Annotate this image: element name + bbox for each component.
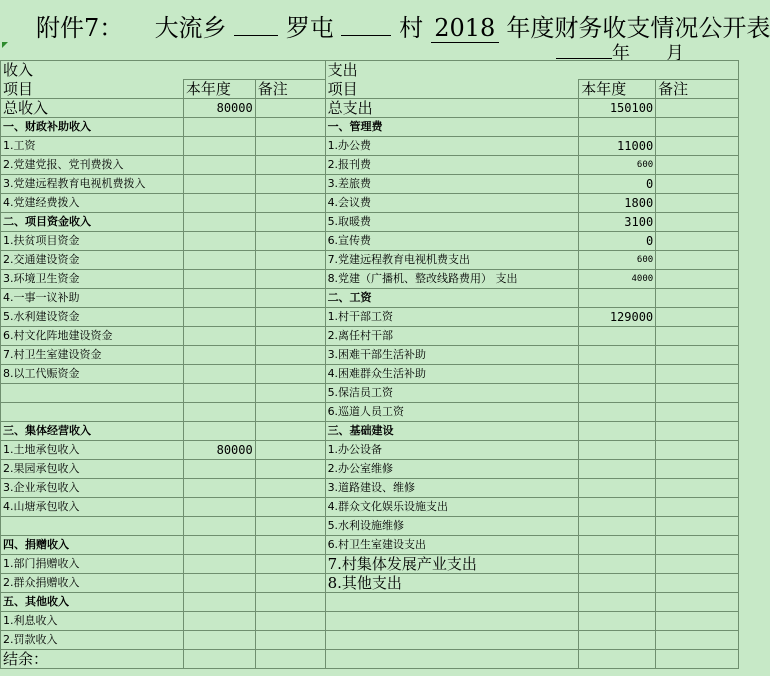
table-row [1,593,739,612]
table-row [1,327,739,346]
expense-item-cell[interactable]: 2.报刊费 [325,156,579,175]
income-item-cell[interactable]: 2.罚款收入 [1,631,184,650]
expense-item-cell[interactable]: 8.党建（广播机、整改线路费用） 支出 [325,270,579,289]
table-row [1,384,739,403]
expense-amount-cell[interactable]: 0 [579,232,656,251]
expense-amount-cell[interactable] [579,574,656,593]
finance-table [0,60,739,669]
expense-remark-cell[interactable] [656,365,739,384]
expense-item-cell[interactable]: 8.其他支出 [325,574,579,593]
expense-remark-cell[interactable] [656,517,739,536]
income-amount-cell[interactable] [183,365,255,384]
expense-amount-cell[interactable] [579,346,656,365]
income-item-cell[interactable]: 1.部门捐赠收入 [1,555,184,574]
expense-item-cell[interactable]: 1.办公设备 [325,441,579,460]
expense-item-cell[interactable] [325,612,579,631]
title-prefix: 附件7： [36,14,124,42]
income-amount-cell[interactable] [183,118,255,137]
income-item-cell[interactable]: 7.村卫生室建设资金 [1,346,184,365]
column-header-row [1,80,739,99]
table-row [1,479,739,498]
income-item-cell[interactable]: 2.群众捐赠收入 [1,574,184,593]
income-remark-cell[interactable] [255,593,325,612]
expense-remark-cell[interactable] [656,194,739,213]
income-item-cell[interactable] [1,403,184,422]
income-amount-cell[interactable] [183,422,255,441]
table-row [1,422,739,441]
table-row [1,365,739,384]
expense-remark-cell[interactable] [656,403,739,422]
income-amount-cell[interactable] [183,232,255,251]
expense-remark-cell[interactable] [656,555,739,574]
table-row [1,213,739,232]
table-row [1,308,739,327]
income-remark-cell[interactable] [255,574,325,593]
income-amount-cell[interactable] [183,137,255,156]
expense-item-cell[interactable]: 1.村干部工资 [325,308,579,327]
income-item-cell[interactable]: 5.水利建设资金 [1,308,184,327]
expense-remark-header: 备注 [656,80,739,99]
expense-remark-cell[interactable] [656,346,739,365]
income-remark-cell[interactable] [255,175,325,194]
expense-item-cell[interactable]: 2.离任村干部 [325,327,579,346]
table-row [1,517,739,536]
expense-remark-cell[interactable] [656,460,739,479]
year-label: 年 [612,43,630,64]
income-item-header: 项目 [1,80,184,99]
income-item-cell[interactable]: 二、项目资金收入 [1,213,184,232]
table-row [1,156,739,175]
expense-amount-cell[interactable] [579,384,656,403]
income-remark-cell[interactable] [255,327,325,346]
income-remark-cell[interactable] [255,99,325,118]
table-row [1,251,739,270]
income-amount-cell[interactable] [183,175,255,194]
income-item-cell[interactable]: 结余： [1,650,184,669]
income-amount-cell[interactable]: 80000 [183,99,255,118]
income-amount-cell[interactable] [183,156,255,175]
income-remark-cell[interactable] [255,555,325,574]
expense-remark-cell[interactable] [656,327,739,346]
income-item-cell[interactable]: 2.交通建设资金 [1,251,184,270]
income-item-cell[interactable]: 3.企业承包收入 [1,479,184,498]
title-blank-1 [234,35,278,36]
income-item-cell[interactable]: 总收入 [1,99,184,118]
income-remark-cell[interactable] [255,384,325,403]
income-item-cell[interactable]: 3.环境卫生资金 [1,270,184,289]
table-row [1,346,739,365]
expense-amount-cell[interactable] [579,536,656,555]
expense-amount-cell[interactable] [579,479,656,498]
report-title [36,8,770,43]
expense-item-cell[interactable]: 三、基础建设 [325,422,579,441]
income-remark-cell[interactable] [255,365,325,384]
title-township: 大流乡 [154,14,227,42]
expense-remark-cell[interactable] [656,118,739,137]
title-village-unit: 罗屯 [285,14,334,42]
expense-amount-cell[interactable] [579,365,656,384]
table-row [1,99,739,118]
income-item-cell[interactable] [1,384,184,403]
income-remark-cell[interactable] [255,118,325,137]
expense-amount-cell[interactable]: 3100 [579,213,656,232]
income-item-cell[interactable]: 1.土地承包收入 [1,441,184,460]
expense-remark-cell[interactable] [656,289,739,308]
expense-amount-cell[interactable]: 600 [579,156,656,175]
income-amount-cell[interactable] [183,479,255,498]
income-item-cell[interactable]: 1.利息收入 [1,612,184,631]
expense-item-cell[interactable]: 7.党建远程教育电视机费支出 [325,251,579,270]
expense-amount-cell[interactable] [579,517,656,536]
table-row [1,536,739,555]
expense-item-cell[interactable]: 4.群众文化娱乐设施支出 [325,498,579,517]
month-label: 月 [666,43,684,64]
expense-amount-cell[interactable] [579,327,656,346]
expense-remark-cell[interactable] [656,384,739,403]
expense-item-header: 项目 [325,80,579,99]
expense-amount-cell[interactable] [579,403,656,422]
income-remark-cell[interactable] [255,498,325,517]
expense-remark-cell[interactable] [656,175,739,194]
income-remark-cell[interactable] [255,612,325,631]
expense-header: 支出 [325,61,738,80]
expense-amount-cell[interactable]: 150100 [579,99,656,118]
income-item-cell[interactable] [1,517,184,536]
expense-amount-cell[interactable] [579,498,656,517]
income-item-cell[interactable]: 3.党建远程教育电视机费拨入 [1,175,184,194]
expense-item-cell[interactable]: 4.会议费 [325,194,579,213]
expense-amount-cell[interactable] [579,460,656,479]
expense-amount-cell[interactable]: 1800 [579,194,656,213]
income-remark-cell[interactable] [255,289,325,308]
cell-indicator-mark [2,42,8,48]
income-remark-cell[interactable] [255,194,325,213]
income-item-cell[interactable]: 三、集体经营收入 [1,422,184,441]
table-row [1,612,739,631]
expense-remark-cell[interactable] [656,422,739,441]
income-amount-cell[interactable] [183,612,255,631]
expense-item-cell[interactable]: 5.水利设施维修 [325,517,579,536]
expense-amount-cell[interactable] [579,593,656,612]
income-amount-cell[interactable] [183,555,255,574]
expense-amount-cell[interactable]: 4000 [579,270,656,289]
income-item-cell[interactable]: 五、其他收入 [1,593,184,612]
income-amount-cell[interactable] [183,270,255,289]
income-item-cell[interactable]: 四、捐赠收入 [1,536,184,555]
income-current-year-header: 本年度 [183,80,255,99]
income-amount-cell[interactable] [183,327,255,346]
expense-item-cell[interactable]: 二、工资 [325,289,579,308]
income-remark-cell[interactable] [255,631,325,650]
income-remark-cell[interactable] [255,403,325,422]
table-row [1,137,739,156]
expense-item-cell[interactable] [325,650,579,669]
income-remark-cell[interactable] [255,137,325,156]
expense-remark-cell[interactable] [656,213,739,232]
expense-remark-cell[interactable] [656,99,739,118]
income-remark-cell[interactable] [255,517,325,536]
income-remark-cell[interactable] [255,479,325,498]
income-remark-header: 备注 [255,80,325,99]
income-amount-cell[interactable] [183,460,255,479]
expense-amount-cell[interactable] [579,289,656,308]
income-amount-cell[interactable] [183,308,255,327]
expense-item-cell[interactable]: 3.困难干部生活补助 [325,346,579,365]
expense-amount-cell[interactable] [579,441,656,460]
expense-amount-cell[interactable] [579,555,656,574]
table-row [1,574,739,593]
income-item-cell[interactable]: 6.村文化阵地建设资金 [1,327,184,346]
expense-remark-cell[interactable] [656,650,739,669]
year-blank [556,58,612,59]
expense-remark-cell[interactable] [656,574,739,593]
expense-remark-cell[interactable] [656,251,739,270]
title-blank-2 [341,35,391,36]
expense-amount-cell[interactable] [579,118,656,137]
income-amount-cell[interactable] [183,213,255,232]
income-amount-cell[interactable] [183,574,255,593]
table-row [1,270,739,289]
income-amount-cell[interactable] [183,194,255,213]
expense-amount-cell[interactable]: 600 [579,251,656,270]
income-remark-cell[interactable] [255,270,325,289]
income-item-cell[interactable]: 4.山塘承包收入 [1,498,184,517]
expense-remark-cell[interactable] [656,232,739,251]
table-row [1,403,739,422]
title-cun: 村 [399,14,424,42]
expense-item-cell[interactable]: 4.困难群众生活补助 [325,365,579,384]
expense-remark-cell[interactable] [656,593,739,612]
income-item-cell[interactable]: 4.党建经费拨入 [1,194,184,213]
table-row [1,460,739,479]
income-item-cell[interactable]: 2.党建党报、党刊费拨入 [1,156,184,175]
income-remark-cell[interactable] [255,536,325,555]
expense-amount-cell[interactable] [579,650,656,669]
expense-amount-cell[interactable]: 11000 [579,137,656,156]
expense-item-cell[interactable]: 5.取暖费 [325,213,579,232]
income-remark-cell[interactable] [255,213,325,232]
expense-item-cell[interactable]: 5.保洁员工资 [325,384,579,403]
expense-item-cell[interactable]: 3.道路建设、维修 [325,479,579,498]
income-amount-cell[interactable] [183,251,255,270]
expense-amount-cell[interactable]: 129000 [579,308,656,327]
income-remark-cell[interactable] [255,650,325,669]
income-remark-cell[interactable] [255,232,325,251]
income-amount-cell[interactable]: 80000 [183,441,255,460]
title-suffix: 年度财务收支情况公开表 [506,14,770,42]
expense-item-cell[interactable]: 6.村卫生室建设支出 [325,536,579,555]
income-amount-cell[interactable] [183,289,255,308]
income-item-cell[interactable]: 8.以工代赈资金 [1,365,184,384]
expense-amount-cell[interactable] [579,631,656,650]
expense-remark-cell[interactable] [656,156,739,175]
expense-amount-cell[interactable] [579,612,656,631]
income-amount-cell[interactable] [183,498,255,517]
income-item-cell[interactable]: 一、财政补助收入 [1,118,184,137]
expense-amount-cell[interactable] [579,422,656,441]
income-item-cell[interactable]: 1.工资 [1,137,184,156]
title-year: 2018 [431,14,499,43]
table-row [1,555,739,574]
expense-current-year-header: 本年度 [579,80,656,99]
expense-item-cell[interactable]: 3.差旅费 [325,175,579,194]
table-row [1,175,739,194]
table-row [1,194,739,213]
expense-remark-cell[interactable] [656,479,739,498]
expense-item-cell[interactable]: 6.宣传费 [325,232,579,251]
title-bar [0,0,770,42]
table-row [1,650,739,669]
income-header: 收入 [1,61,326,80]
income-amount-cell[interactable] [183,631,255,650]
income-item-cell[interactable]: 1.扶贫项目资金 [1,232,184,251]
expense-remark-cell[interactable] [656,270,739,289]
expense-remark-cell[interactable] [656,498,739,517]
income-remark-cell[interactable] [255,308,325,327]
table-row [1,631,739,650]
table-row [1,498,739,517]
expense-remark-cell[interactable] [656,308,739,327]
income-amount-cell[interactable] [183,346,255,365]
expense-item-cell[interactable]: 一、管理费 [325,118,579,137]
income-amount-cell[interactable] [183,650,255,669]
finance-table-wrapper [0,60,739,669]
income-remark-cell[interactable] [255,422,325,441]
expense-remark-cell[interactable] [656,612,739,631]
expense-item-cell[interactable]: 总支出 [325,99,579,118]
table-row [1,232,739,251]
expense-item-cell[interactable]: 6.巡道人员工资 [325,403,579,422]
income-remark-cell[interactable] [255,460,325,479]
expense-item-cell[interactable]: 1.办公费 [325,137,579,156]
expense-remark-cell[interactable] [656,631,739,650]
expense-remark-cell[interactable] [656,137,739,156]
expense-item-cell[interactable]: 2.办公室维修 [325,460,579,479]
table-row [1,118,739,137]
income-amount-cell[interactable] [183,384,255,403]
expense-item-cell[interactable] [325,631,579,650]
table-row [1,441,739,460]
expense-item-cell[interactable]: 7.村集体发展产业支出 [325,555,579,574]
expense-item-cell[interactable] [325,593,579,612]
expense-amount-cell[interactable]: 0 [579,175,656,194]
income-amount-cell[interactable] [183,403,255,422]
income-remark-cell[interactable] [255,346,325,365]
income-remark-cell[interactable] [255,441,325,460]
income-item-cell[interactable]: 4.一事一议补助 [1,289,184,308]
income-amount-cell[interactable] [183,536,255,555]
table-row [1,289,739,308]
expense-remark-cell[interactable] [656,441,739,460]
income-remark-cell[interactable] [255,156,325,175]
income-amount-cell[interactable] [183,593,255,612]
section-header-row [1,61,739,80]
expense-remark-cell[interactable] [656,536,739,555]
income-item-cell[interactable]: 2.果园承包收入 [1,460,184,479]
income-amount-cell[interactable] [183,517,255,536]
income-remark-cell[interactable] [255,251,325,270]
